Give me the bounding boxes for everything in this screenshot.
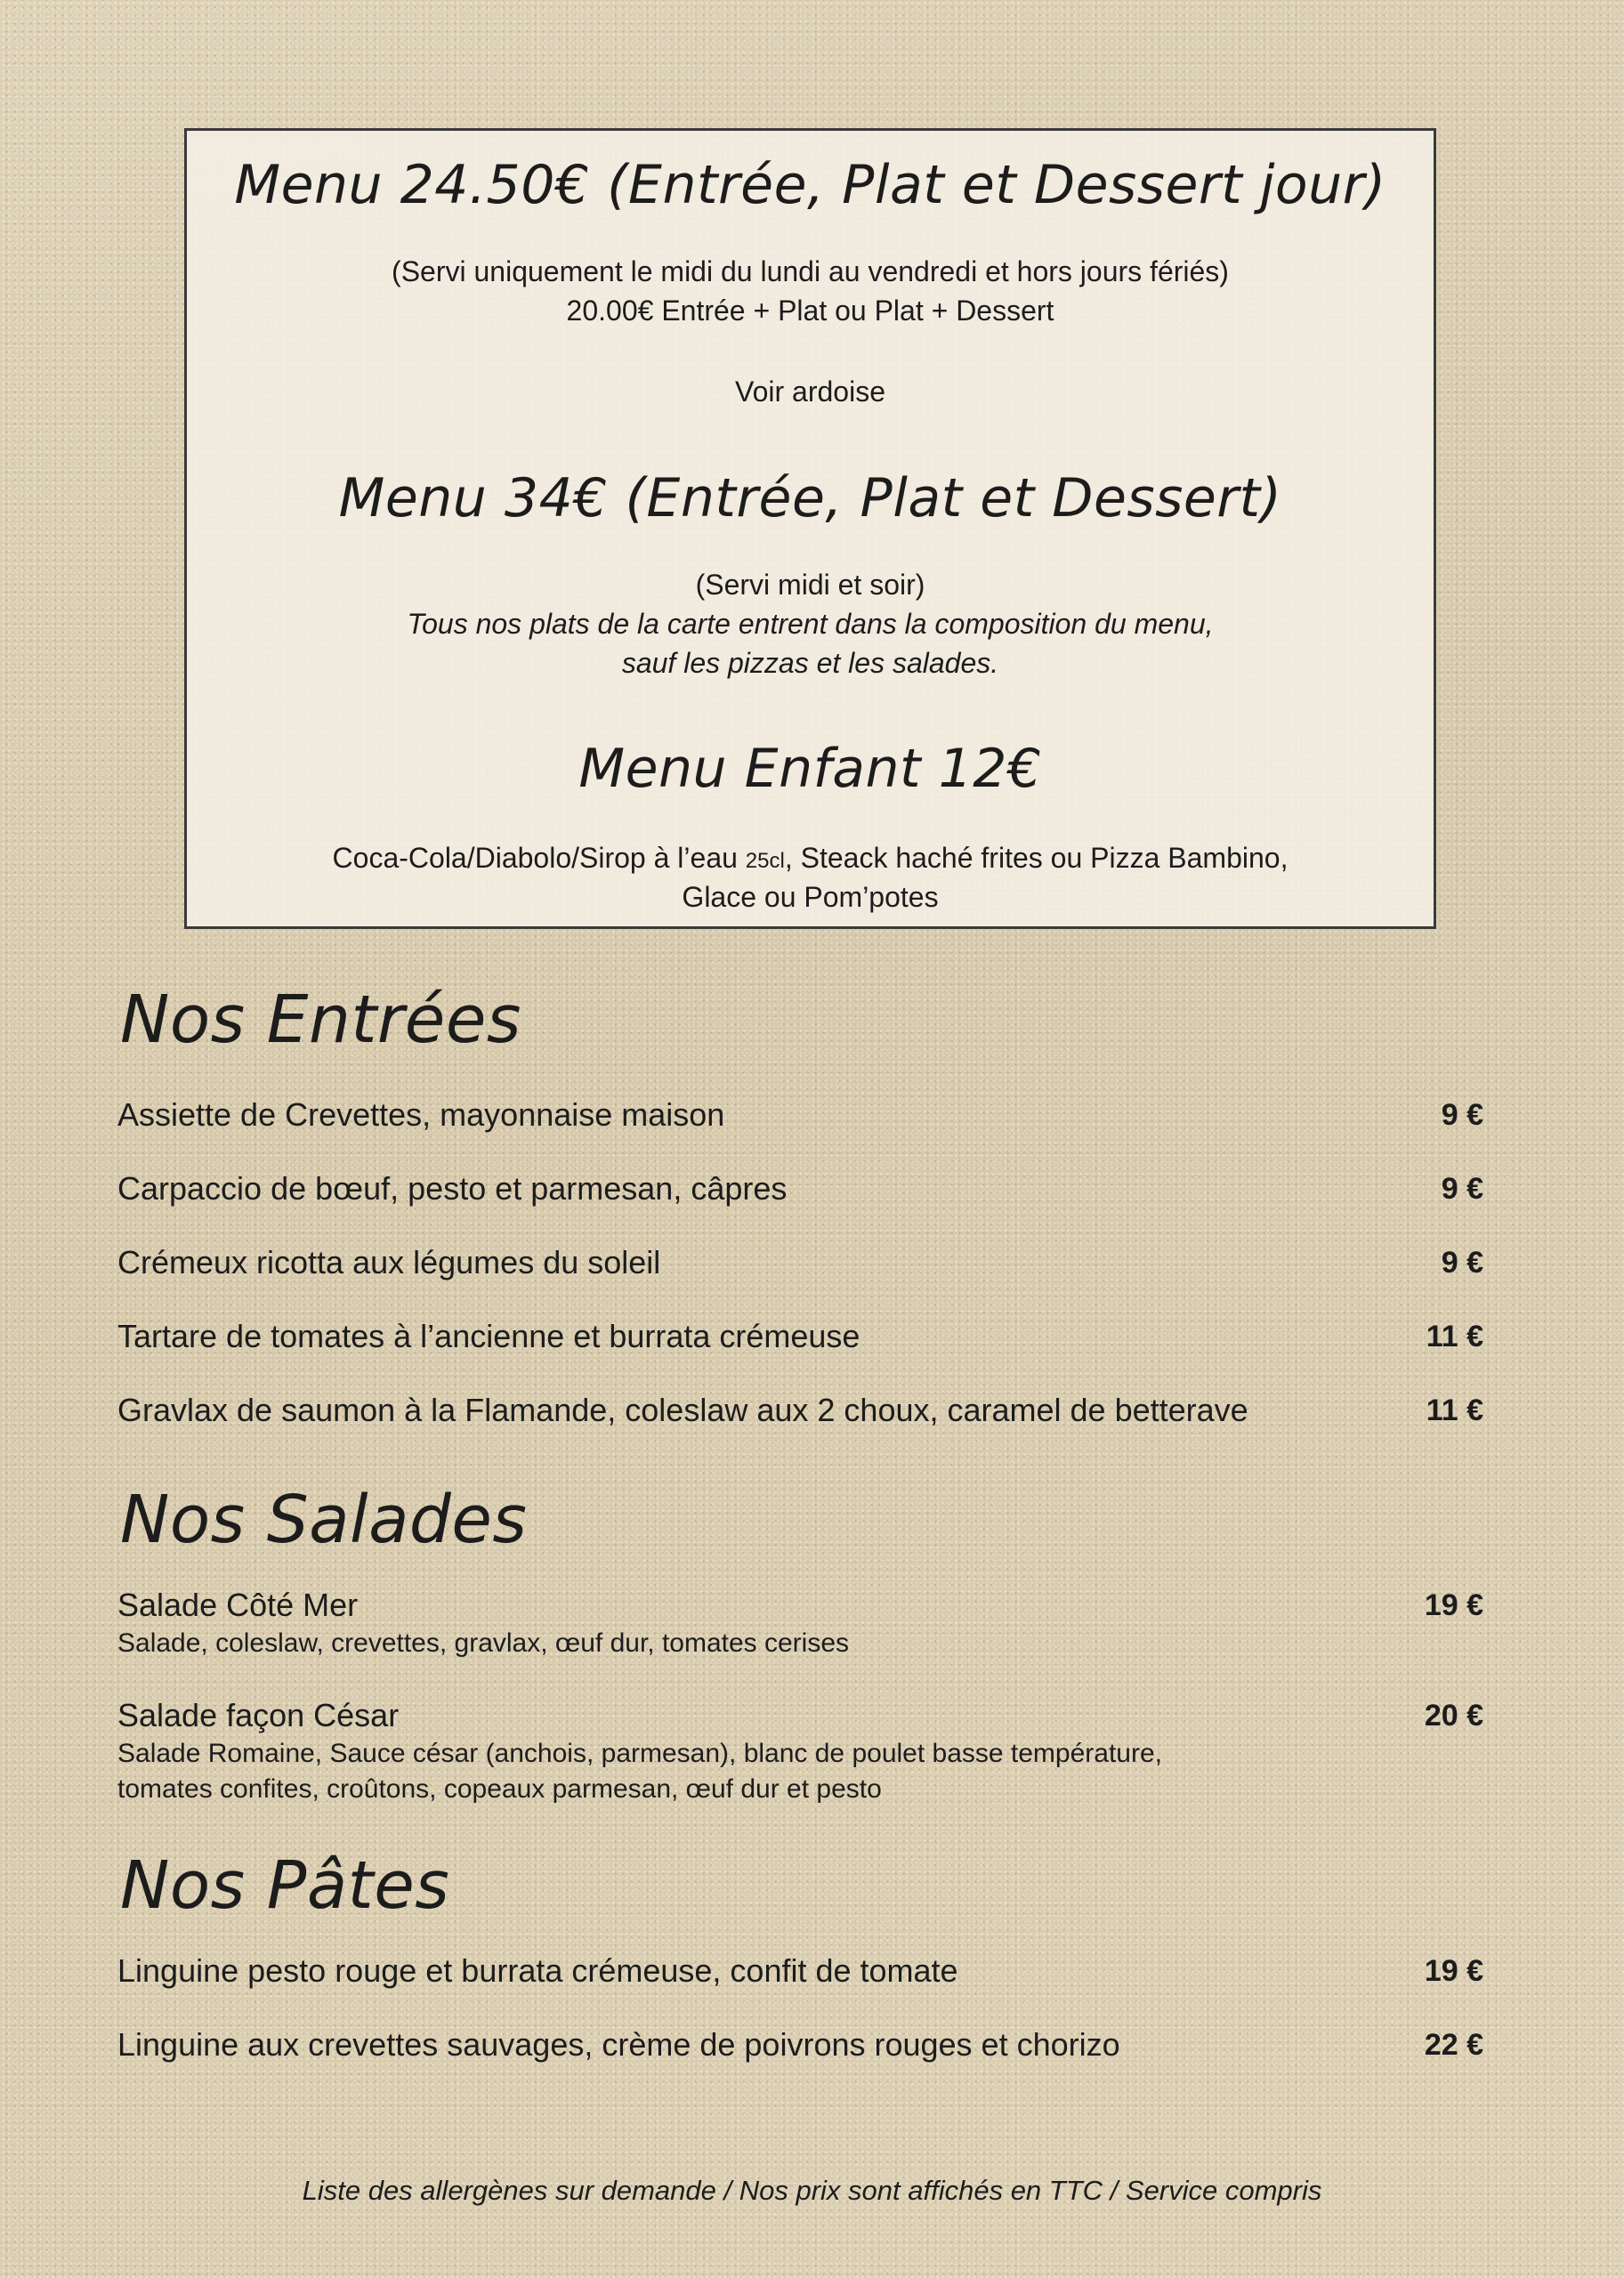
menu-jour-title: Menu 24.50€ (Entrée, Plat et Dessert jour) <box>234 154 1386 216</box>
item-price: 22 € <box>1424 2028 1483 2062</box>
item-price: 20 € <box>1424 1699 1483 1733</box>
menu-jour-note: Voir ardoise <box>735 376 885 408</box>
item-name: Carpaccio de bœuf, pesto et parmesan, câpres <box>117 1170 788 1207</box>
menu-enfant-unit: 25cl <box>745 849 785 873</box>
item-name: Gravlax de saumon à la Flamande, coleslaw aux 2 choux, caramel de betterave <box>117 1392 1248 1428</box>
item-price: 11 € <box>1426 1393 1483 1427</box>
item-price: 19 € <box>1424 1954 1483 1988</box>
menu-item <box>117 1585 1483 1661</box>
item-price: 19 € <box>1424 1588 1483 1622</box>
menu-34-title: Menu 34€ (Entrée, Plat et Dessert) <box>338 467 1282 529</box>
item-name: Salade façon César <box>117 1697 400 1733</box>
menu-item <box>117 1390 1483 1431</box>
item-name: Salade Côté Mer <box>117 1587 359 1623</box>
menu-jour-alternative: 20.00€ Entrée + Plat ou Plat + Dessert <box>566 295 1054 327</box>
menu-enfant-description-2: Glace ou Pom’potes <box>682 881 939 913</box>
item-price: 9 € <box>1441 1098 1483 1132</box>
section-title-salades: Nos Salades <box>120 1482 528 1558</box>
item-price: 11 € <box>1426 1320 1483 1353</box>
item-description: Salade Romaine, Sauce césar (anchois, parmesan), blanc de poulet basse température, <box>117 1739 1162 1768</box>
item-name: Tartare de tomates à l’ancienne et burrata crémeuse <box>117 1318 860 1354</box>
menu-item <box>117 2024 1483 2065</box>
item-name: Linguine aux crevettes sauvages, crème de poivrons rouges et chorizo <box>117 2026 1120 2063</box>
menu-34-conditions: (Servi midi et soir) <box>695 569 925 601</box>
menu-jour-conditions: (Servi uniquement le midi du lundi au vendredi et hors jours fériés) <box>392 255 1229 287</box>
menu-item <box>117 1316 1483 1357</box>
menu-34-description-1: Tous nos plats de la carte entrent dans la composition du menu, <box>407 608 1214 640</box>
section-title-pates: Nos Pâtes <box>120 1847 450 1924</box>
menu-formulas-box <box>184 128 1436 929</box>
footer-note: Liste des allergènes sur demande / Nos prix sont affichés en TTC / Service compris <box>302 2175 1322 2206</box>
section-title-entrees: Nos Entrées <box>120 981 521 1058</box>
menu-item <box>117 1695 1483 1807</box>
item-description: tomates confites, croûtons, copeaux parmesan, œuf dur et pesto <box>117 1774 882 1804</box>
item-price: 9 € <box>1441 1172 1483 1206</box>
menu-enfant-title: Menu Enfant 12€ <box>578 738 1042 800</box>
menu-item <box>117 1095 1483 1135</box>
menu-item <box>117 1168 1483 1209</box>
menu-item <box>117 1951 1483 1991</box>
menu-item <box>117 1242 1483 1283</box>
item-name: Linguine pesto rouge et burrata crémeuse, confit de tomate <box>117 1952 958 1989</box>
item-description: Salade, coleslaw, crevettes, gravlax, œuf dur, tomates cerises <box>117 1628 850 1658</box>
menu-34-description-2: sauf les pizzas et les salades. <box>621 647 999 679</box>
menu-enfant-text-1: Coca-Cola/Diabolo/Sirop à l’eau <box>332 842 746 874</box>
item-name: Assiette de Crevettes, mayonnaise maison <box>117 1096 725 1133</box>
item-price: 9 € <box>1441 1246 1483 1280</box>
menu-enfant-text-2: , Steack haché frites ou Pizza Bambino, <box>784 842 1289 874</box>
menu-enfant-description-1 <box>187 838 1434 881</box>
item-name: Crémeux ricotta aux légumes du soleil <box>117 1244 661 1280</box>
